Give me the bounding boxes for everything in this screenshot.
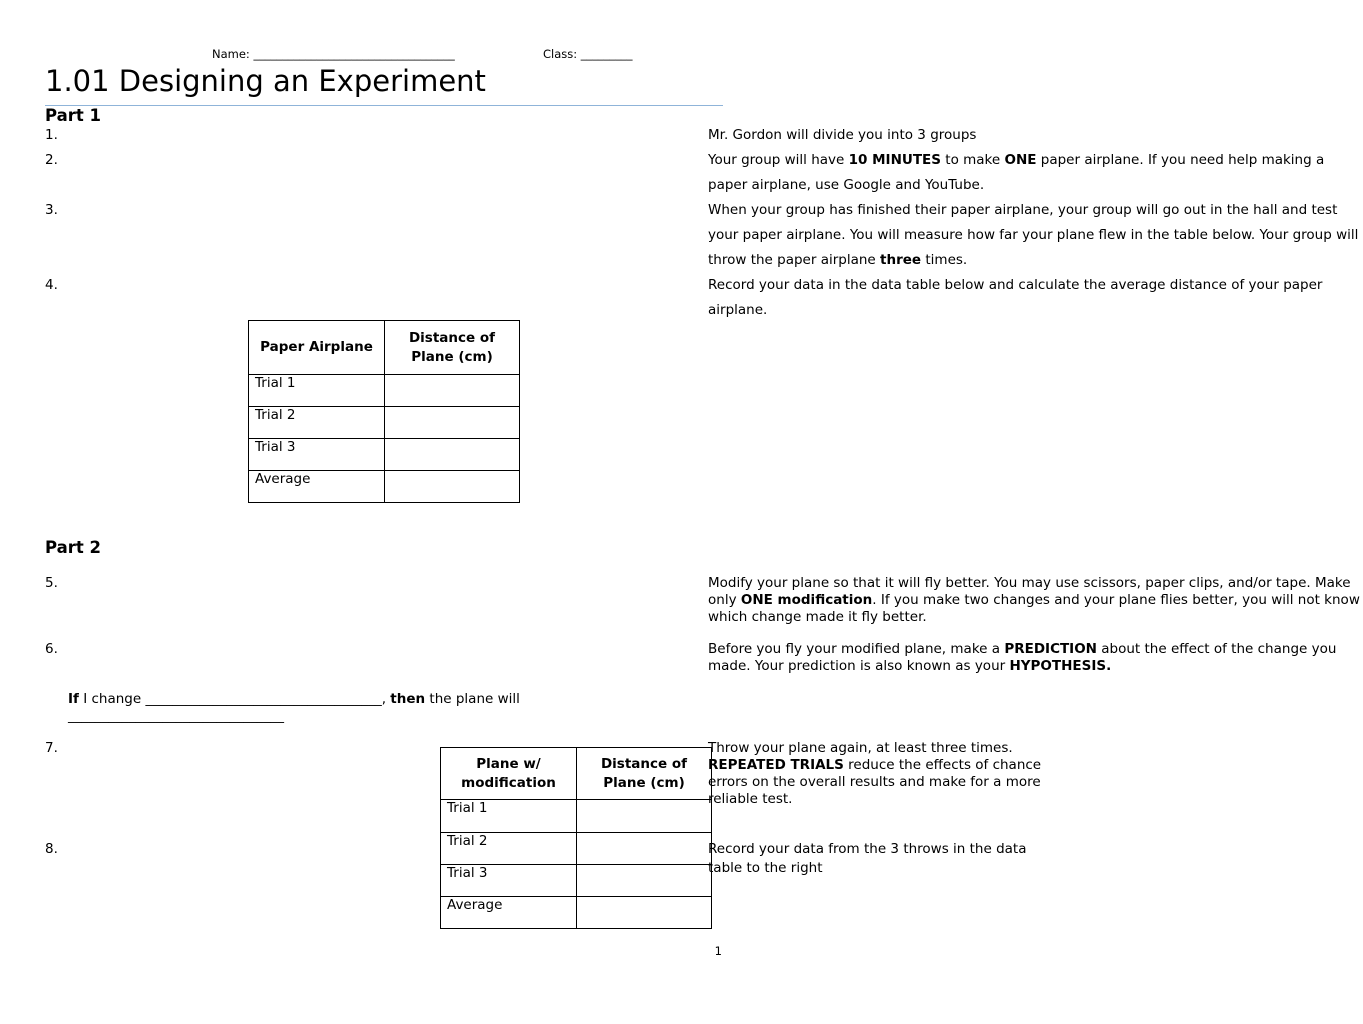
title-divider	[45, 105, 723, 106]
item-number: 5.	[45, 575, 58, 591]
item-text	[708, 123, 1363, 148]
table-row	[249, 407, 520, 439]
text-run: paper airplane. If you need help making a paper airplane, use Google and YouTube.	[708, 152, 1325, 193]
list-item	[45, 641, 1363, 675]
text-run: Before you fly your modified plane, make a	[708, 641, 1005, 657]
table-row	[249, 439, 520, 471]
distance-cell[interactable]	[385, 471, 520, 503]
text-run: Throw your plane again, at least three times.	[708, 740, 1013, 756]
text-run: Your group will have	[708, 152, 849, 168]
text-run: Record your data from the 3 throws in the data table to the right	[708, 841, 1027, 876]
text-run: Mr. Gordon will divide you into 3 groups	[708, 127, 977, 143]
text-run: reduce the effects of chance errors on the overall results and make for a more reliable test.	[708, 757, 1042, 807]
table-row	[441, 865, 712, 897]
row-label: Trial 1	[441, 800, 577, 833]
item-number: 3.	[45, 202, 58, 218]
list-item	[45, 123, 1363, 148]
list-item	[45, 273, 1363, 323]
row-label: Trial 1	[249, 375, 385, 407]
page-number: 1	[714, 944, 722, 958]
class-field-label: Class: _________	[543, 47, 633, 61]
table-row	[249, 471, 520, 503]
item-number: 8.	[45, 841, 58, 857]
item-text	[708, 641, 1363, 675]
distance-cell[interactable]	[577, 800, 712, 833]
item-number: 4.	[45, 277, 58, 293]
item-number: 2.	[45, 152, 58, 168]
bold-text: ONE	[1004, 152, 1037, 168]
table-row	[441, 833, 712, 865]
row-label: Trial 2	[441, 833, 577, 865]
row-label: Average	[441, 897, 577, 929]
distance-cell[interactable]	[385, 375, 520, 407]
page-title: 1.01 Designing an Experiment	[45, 64, 486, 98]
part1-data-table	[248, 320, 520, 503]
bold-text: If	[68, 691, 79, 707]
text-run: about the effect of the change you made. Your prediction is also known as your	[708, 641, 1337, 674]
distance-cell[interactable]	[577, 897, 712, 929]
distance-cell[interactable]	[577, 865, 712, 897]
item-text	[708, 148, 1363, 198]
col-header-distance: Distance of Plane (cm)	[385, 321, 520, 375]
text-run: I change ___________________________________,	[78, 691, 391, 707]
text-run: . If you make two changes and your plane flies better, you will not know which change made it fly better.	[708, 592, 1360, 625]
text-run: When your group has finished their paper airplane, your group will go out in the hall and test your paper airplane. You will measure how far your plane flew in the table below. Your group will throw the paper airplane	[708, 202, 1359, 268]
text-run: Modify your plane so that it will fly better. You may use scissors, paper clips, and/or tape. Make only	[708, 575, 1351, 608]
part1-list	[45, 123, 1363, 323]
row-label: Trial 3	[249, 439, 385, 471]
item-number: 7.	[45, 740, 58, 756]
item-text	[708, 273, 1363, 323]
text-run: times.	[921, 252, 968, 268]
name-field-label: Name: ___________________________________	[212, 47, 455, 61]
distance-cell[interactable]	[385, 439, 520, 471]
text-run: Record your data in the data table below and calculate the average distance of your paper airplane.	[708, 277, 1323, 318]
part2-data-table	[440, 747, 712, 929]
bold-text: 10 MINUTES	[848, 152, 941, 168]
list-item	[45, 575, 1363, 626]
item-text	[708, 198, 1363, 273]
part2-heading: Part 2	[45, 538, 102, 557]
list-item	[45, 198, 1363, 273]
distance-cell[interactable]	[577, 833, 712, 865]
table-row	[441, 800, 712, 833]
item-text	[708, 840, 1043, 878]
text-run: to make	[940, 152, 1005, 168]
bold-text: PREDICTION	[1004, 641, 1097, 657]
col-header-paper-airplane: Paper Airplane	[249, 321, 385, 375]
distance-cell[interactable]	[385, 407, 520, 439]
bold-text: then	[390, 691, 426, 707]
row-label: Average	[249, 471, 385, 503]
item-text	[708, 575, 1363, 626]
bold-text: HYPOTHESIS.	[1009, 658, 1112, 674]
item-number: 6.	[45, 641, 58, 657]
text-run: the plane will ________________________________	[68, 691, 520, 724]
row-label: Trial 2	[249, 407, 385, 439]
bold-text: ONE modification	[740, 592, 873, 608]
item-text	[708, 740, 1053, 808]
table-row	[441, 897, 712, 929]
item-number: 1.	[45, 127, 58, 143]
col-header-plane-modification: Plane w/ modification	[441, 748, 577, 800]
table-row	[249, 375, 520, 407]
hypothesis-statement[interactable]	[68, 691, 568, 725]
list-item	[45, 148, 1363, 198]
col-header-distance: Distance of Plane (cm)	[577, 748, 712, 800]
bold-text: REPEATED TRIALS	[708, 757, 844, 773]
row-label: Trial 3	[441, 865, 577, 897]
part1-heading: Part 1	[45, 106, 102, 125]
bold-text: three	[880, 252, 922, 268]
